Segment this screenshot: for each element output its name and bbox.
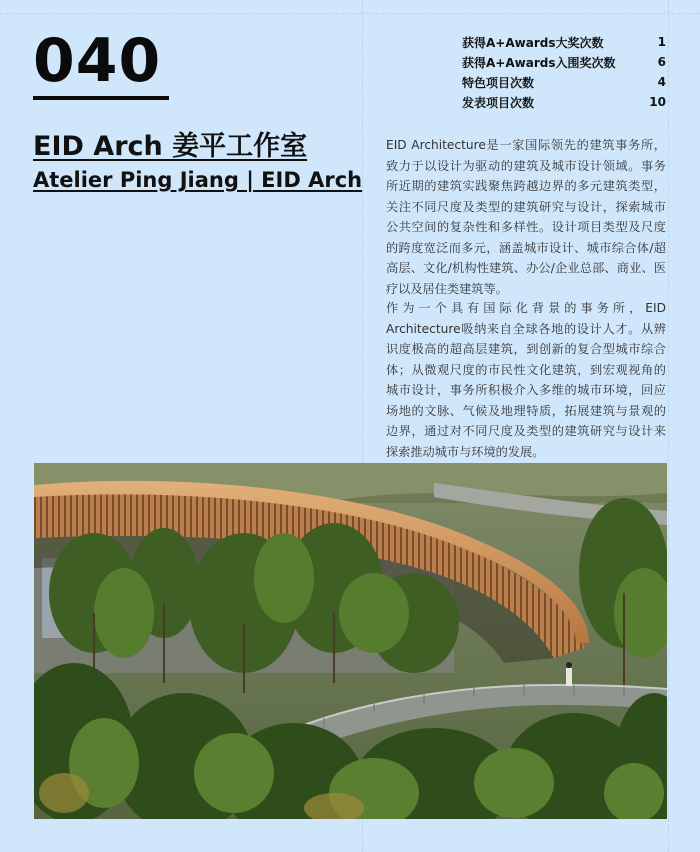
project-photo xyxy=(34,463,667,819)
stat-row xyxy=(462,32,666,52)
stat-label: 获得A+Awards入围奖次数 xyxy=(462,55,616,70)
stat-label: 发表项目次数 xyxy=(462,95,535,110)
stat-value: 6 xyxy=(657,55,666,69)
profile-number-underline xyxy=(33,96,169,100)
stats-list xyxy=(462,32,666,112)
guide-line-vertical-right xyxy=(668,0,669,852)
stat-value: 10 xyxy=(649,95,666,109)
stat-row xyxy=(462,52,666,72)
description-paragraph-1: EID Architecture是一家国际领先的建筑事务所，致力于以设计为驱动的建筑及城市设计领域。事务所近期的建筑实践聚焦跨越边界的多元建筑类型，关注不同尺度及类型的建筑研究与设计，探索城市公共空间的复杂性和多样性。设计项目类型及尺度的跨度宽泛而多元，涵盖城市设计、城市综合体/超高层、文化/机构性建筑、办公/企业总部、商业、医疗以及居住类建筑等。 xyxy=(386,138,666,296)
firm-title-chinese: EID Arch 姜平工作室 xyxy=(33,131,308,162)
project-photo-illustration xyxy=(34,463,667,819)
description-paragraph-2: 作为一个具有国际化背景的事务所，EID Architecture吸纳来自全球各地的设计人才。从辨识度极高的超高层建筑，到创新的复合型城市综合体；从微观尺度的市民性文化建筑，到宏观视角的城市设计，事务所积极介入多维的城市环境，回应场地的文脉、气候及地理特质，拓展建筑与景观的边界，通过对不同尺度及类型的建筑研究与设计来探索推动城市与环境的发展。 xyxy=(386,301,666,459)
stat-row xyxy=(462,92,666,112)
guide-line-horizontal xyxy=(0,13,700,14)
profile-number: 040 xyxy=(33,26,162,96)
stat-value: 4 xyxy=(657,75,666,89)
stat-row xyxy=(462,72,666,92)
firm-title-english: Atelier Ping Jiang | EID Arch xyxy=(33,168,363,192)
stat-value: 1 xyxy=(657,35,666,49)
stat-label: 特色项目次数 xyxy=(462,75,535,90)
stat-label: 获得A+Awards大奖次数 xyxy=(462,35,604,50)
